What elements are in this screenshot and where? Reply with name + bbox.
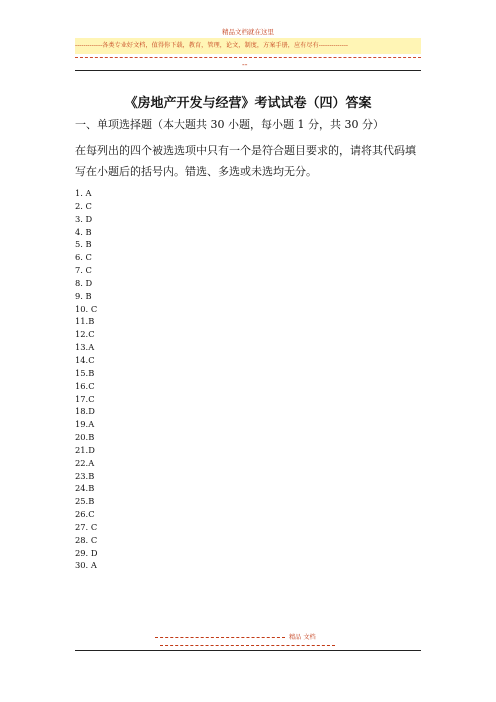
answer-item: 6. C (75, 252, 92, 263)
footer-label-line (155, 632, 345, 642)
answer-item: 2. C (75, 200, 92, 211)
answer-item: 23.B (75, 470, 95, 481)
answer-item: 30. A (75, 560, 97, 571)
answer-item: 5. B (75, 239, 92, 250)
answer-item: 28. C (75, 534, 98, 545)
answer-item: 8. D (75, 277, 93, 288)
answer-item: 20.B (75, 432, 95, 443)
header-tagline: -------------各类专业好文档，值得你下载，教育，管理，论文，制度，方案手册，应有尽有-------------- (75, 38, 421, 54)
answer-item: 4. B (75, 226, 92, 237)
answer-item: 9. B (75, 290, 92, 301)
answer-item: 27. C (75, 521, 98, 532)
answer-item: 15.B (75, 367, 95, 378)
answer-item: 18.D (75, 406, 95, 417)
answer-item: 22.A (75, 457, 95, 468)
answer-item: 1. A (75, 188, 92, 198)
answer-list (75, 187, 97, 572)
answer-item: 3. D (75, 213, 93, 224)
footer-rule (75, 650, 421, 651)
answer-item: 21.D (75, 444, 95, 455)
section-heading: 一、单项选择题（本大题共 30 小题，每小题 1 分，共 30 分） (75, 118, 384, 131)
header-top-text: 精品文档就在这里 (222, 28, 274, 36)
instruction-text: 在每列出的四个被选选项中只有一个是符合题目要求的，请将其代码填写在小题后的括号内。错选、多选或未选均无分。 (75, 144, 416, 178)
answer-item: 10. C (75, 303, 98, 314)
answer-item: 19.A (75, 419, 95, 430)
answer-item: 25.B (75, 496, 95, 507)
header-rule (75, 70, 421, 71)
footer-dashed-line (160, 645, 335, 646)
answer-item: 24.B (75, 483, 95, 494)
document-title: 《房地产开发与经营》考试试卷（四）答案 (124, 96, 372, 111)
footer-dashes (155, 637, 285, 638)
answer-item: 14.C (75, 354, 95, 365)
answer-item: 11.B (75, 316, 95, 327)
answer-item: 29. D (75, 547, 98, 558)
answer-item: 26.C (75, 509, 95, 520)
answer-item: 17.C (75, 393, 95, 404)
answer-item: 16.C (75, 380, 95, 391)
footer-label: 精品 文档 (289, 634, 316, 641)
answer-item: 12.C (75, 329, 95, 340)
header-mark: -- (242, 60, 248, 69)
header-dashed-line (75, 57, 421, 58)
answer-item: 7. C (75, 265, 92, 276)
answer-item: 13.A (75, 342, 95, 353)
